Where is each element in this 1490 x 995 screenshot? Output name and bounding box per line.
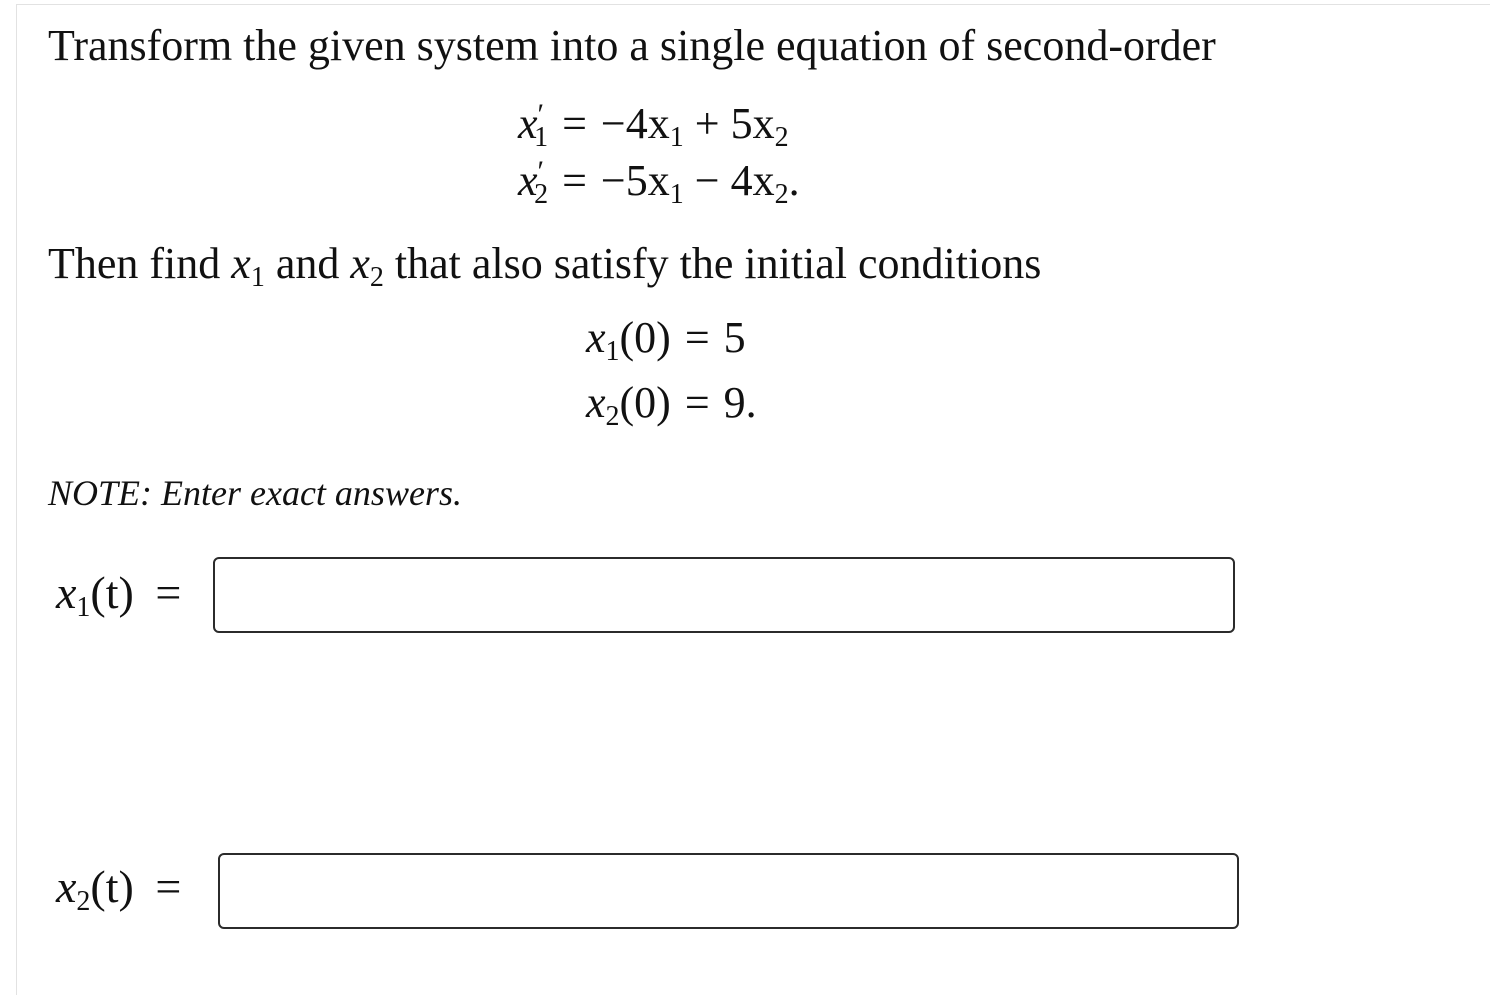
x1-answer-label: $x_1(t)$ = — [56, 567, 182, 623]
equation-2-equals: = — [562, 156, 587, 205]
condition-2-equals: = — [684, 378, 710, 427]
then-text: Then find $x_1$ and $x_2$ that also satisfy the initial conditions — [48, 239, 1042, 293]
x2-answer-input[interactable] — [218, 853, 1239, 929]
initial-conditions — [586, 312, 757, 432]
x1-answer-input[interactable] — [213, 557, 1235, 633]
condition-1-lhs: $x_1(0)$ — [586, 313, 671, 367]
x2-answer-label: $x_2(t)$ = — [56, 861, 182, 917]
equation-2-lhs: $x'_2$ — [518, 155, 549, 210]
equation-1-lhs: $x'_1$ — [518, 98, 549, 153]
condition-2-lhs: $x_2(0)$ — [586, 378, 671, 432]
system-equations — [518, 98, 800, 210]
condition-2-value: 9. — [723, 378, 757, 427]
equation-1-rhs: $-4x_1 + 5x_2$ — [600, 99, 789, 153]
condition-1-value: 5 — [723, 313, 746, 362]
intro-text: Transform the given system into a single equation of second-order — [48, 21, 1216, 70]
condition-1-equals: = — [684, 313, 710, 362]
note-text: NOTE: Enter exact answers. — [48, 473, 462, 513]
equation-2-rhs: $-5x_1 - 4x_2$. — [600, 156, 800, 210]
equation-1-equals: = — [562, 99, 587, 148]
